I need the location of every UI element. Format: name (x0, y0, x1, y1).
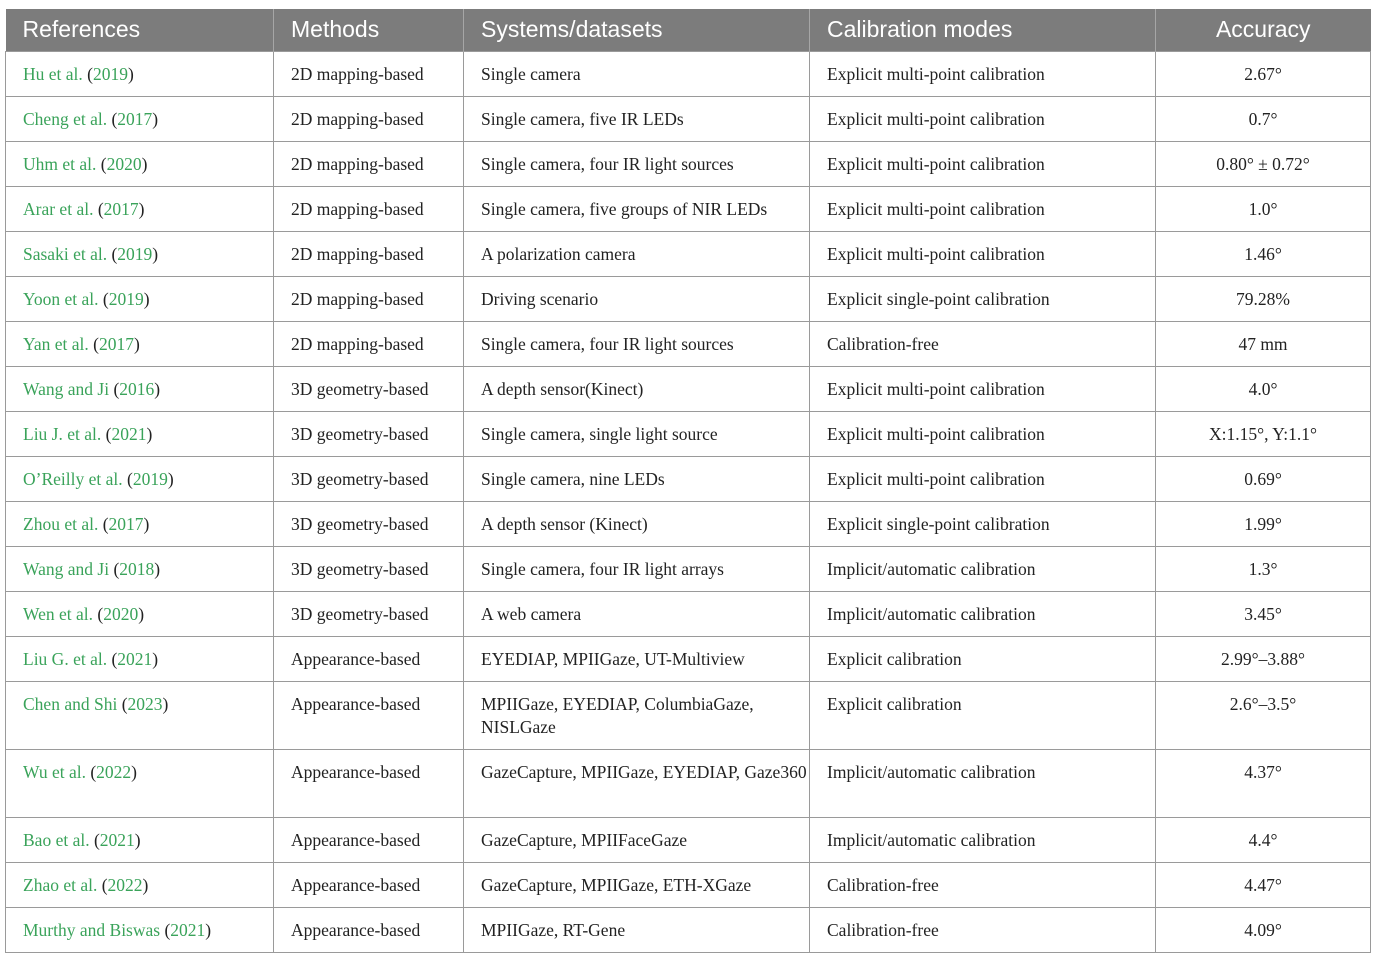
header-accuracy: Accuracy (1156, 9, 1371, 51)
accuracy-cell: 3.45° (1156, 591, 1371, 636)
reference-author-link[interactable]: Sasaki et al. (23, 243, 108, 264)
paren-close: ) (142, 874, 149, 895)
system-cell: Single camera, four IR light sources (464, 141, 810, 186)
paren-close: ) (152, 108, 159, 129)
table-row (6, 817, 1371, 862)
system-cell: Single camera, five IR LEDs (464, 96, 810, 141)
accuracy-cell: 0.80° ± 0.72° (1156, 141, 1371, 186)
calibration-cell: Explicit single-point calibration (810, 276, 1156, 321)
reference-cell (6, 546, 274, 591)
reference-cell (6, 321, 274, 366)
reference-year-link[interactable]: 2023 (127, 693, 163, 714)
system-cell: Single camera (464, 51, 810, 96)
reference-year-link[interactable]: 2017 (108, 513, 144, 534)
calibration-cell: Explicit multi-point calibration (810, 366, 1156, 411)
table-row (6, 141, 1371, 186)
system-cell: A web camera (464, 591, 810, 636)
paren-close: ) (154, 378, 161, 399)
reference-cell (6, 681, 274, 749)
method-cell: 2D mapping-based (274, 276, 464, 321)
calibration-cell: Explicit multi-point calibration (810, 411, 1156, 456)
paren-close: ) (141, 153, 148, 174)
system-cell: GazeCapture, MPIIGaze, ETH-XGaze (464, 862, 810, 907)
accuracy-cell: 1.99° (1156, 501, 1371, 546)
reference-cell (6, 366, 274, 411)
reference-year-link[interactable]: 2017 (117, 108, 153, 129)
paren-open: ( (89, 829, 100, 850)
reference-cell (6, 96, 274, 141)
paren-close: ) (143, 513, 150, 534)
accuracy-cell: 1.0° (1156, 186, 1371, 231)
table-row (6, 749, 1371, 817)
reference-author-link[interactable]: Chen and Shi (23, 693, 118, 714)
calibration-cell: Explicit multi-point calibration (810, 231, 1156, 276)
reference-year-link[interactable]: 2021 (111, 423, 147, 444)
method-cell: 2D mapping-based (274, 321, 464, 366)
header-references: References (6, 9, 274, 51)
accuracy-cell: 2.6°–3.5° (1156, 681, 1371, 749)
reference-cell (6, 411, 274, 456)
method-cell: 3D geometry-based (274, 366, 464, 411)
calibration-cell: Implicit/automatic calibration (810, 749, 1156, 817)
reference-year-link[interactable]: 2019 (108, 288, 144, 309)
reference-cell (6, 862, 274, 907)
calibration-cell: Implicit/automatic calibration (810, 817, 1156, 862)
reference-year-link[interactable]: 2020 (106, 153, 142, 174)
reference-author-link[interactable]: Liu J. et al. (23, 423, 102, 444)
accuracy-cell: 47 mm (1156, 321, 1371, 366)
system-cell: GazeCapture, MPIIFaceGaze (464, 817, 810, 862)
method-cell: Appearance-based (274, 749, 464, 817)
calibration-cell: Implicit/automatic calibration (810, 546, 1156, 591)
table-row (6, 546, 1371, 591)
paren-open: ( (93, 198, 104, 219)
method-cell: Appearance-based (274, 681, 464, 749)
reference-year-link[interactable]: 2020 (103, 603, 139, 624)
header-systems: Systems/datasets (464, 9, 810, 51)
paren-open: ( (96, 153, 107, 174)
paren-open: ( (109, 378, 120, 399)
table-row (6, 321, 1371, 366)
accuracy-cell: 4.09° (1156, 907, 1371, 952)
method-cell: 3D geometry-based (274, 456, 464, 501)
reference-author-link[interactable]: Wang and Ji (23, 558, 110, 579)
reference-cell (6, 231, 274, 276)
paren-open: ( (98, 513, 109, 534)
table-row (6, 276, 1371, 321)
reference-year-link[interactable]: 2021 (117, 648, 153, 669)
method-cell: 3D geometry-based (274, 411, 464, 456)
reference-author-link[interactable]: Arar et al. (23, 198, 94, 219)
table-row (6, 51, 1371, 96)
accuracy-cell: X:1.15°, Y:1.1° (1156, 411, 1371, 456)
paren-close: ) (162, 693, 169, 714)
table-row (6, 96, 1371, 141)
reference-year-link[interactable]: 2019 (132, 468, 168, 489)
reference-cell (6, 51, 274, 96)
reference-author-link[interactable]: Yoon et al. (23, 288, 99, 309)
reference-author-link[interactable]: Cheng et al. (23, 108, 108, 129)
paren-close: ) (205, 919, 212, 940)
calibration-cell: Explicit multi-point calibration (810, 456, 1156, 501)
reference-author-link[interactable]: Murthy and Biswas (23, 919, 161, 940)
paren-close: ) (154, 558, 161, 579)
method-cell: Appearance-based (274, 817, 464, 862)
reference-cell (6, 591, 274, 636)
system-cell: MPIIGaze, EYEDIAP, ColumbiaGaze, NISLGaze (464, 681, 810, 749)
reference-cell (6, 456, 274, 501)
paren-open: ( (85, 761, 97, 782)
paren-open: ( (107, 243, 118, 264)
method-cell: 3D geometry-based (274, 501, 464, 546)
comparison-table-container (5, 9, 1370, 953)
calibration-cell: Explicit single-point calibration (810, 501, 1156, 546)
system-cell: Single camera, four IR light sources (464, 321, 810, 366)
method-cell: 3D geometry-based (274, 591, 464, 636)
paren-close: ) (143, 288, 150, 309)
paren-close: ) (152, 243, 159, 264)
method-cell: Appearance-based (274, 636, 464, 681)
reference-author-link[interactable]: Yan et al. (23, 333, 89, 354)
system-cell: EYEDIAP, MPIIGaze, UT-Multiview (464, 636, 810, 681)
accuracy-cell: 0.69° (1156, 456, 1371, 501)
paren-open: ( (117, 693, 128, 714)
table-row (6, 636, 1371, 681)
reference-year-link[interactable]: 2019 (92, 63, 128, 84)
paren-open: ( (101, 423, 112, 444)
paren-close: ) (127, 63, 134, 84)
reference-year-link[interactable]: 2019 (117, 243, 153, 264)
reference-author-link[interactable]: Uhm et al. (23, 153, 97, 174)
paren-open: ( (122, 468, 133, 489)
table-body (6, 51, 1371, 952)
paren-open: ( (82, 63, 93, 84)
system-cell: A depth sensor(Kinect) (464, 366, 810, 411)
calibration-cell: Implicit/automatic calibration (810, 591, 1156, 636)
reference-author-link[interactable]: Wang and Ji (23, 378, 110, 399)
paren-close: ) (134, 333, 140, 354)
table-row (6, 456, 1371, 501)
reference-author-link[interactable]: Wu et al. (23, 761, 86, 782)
paren-close: ) (131, 761, 137, 782)
system-cell: A polarization camera (464, 231, 810, 276)
reference-year-link[interactable]: 2017 (99, 333, 134, 354)
system-cell: Single camera, four IR light arrays (464, 546, 810, 591)
paren-close: ) (152, 648, 159, 669)
accuracy-cell: 4.37° (1156, 749, 1371, 817)
system-cell: Single camera, five groups of NIR LEDs (464, 186, 810, 231)
paren-open: ( (88, 333, 99, 354)
calibration-cell: Explicit multi-point calibration (810, 51, 1156, 96)
accuracy-cell: 4.47° (1156, 862, 1371, 907)
reference-author-link[interactable]: Zhao et al. (23, 874, 98, 895)
accuracy-cell: 1.46° (1156, 231, 1371, 276)
reference-year-link[interactable]: 2022 (107, 874, 143, 895)
paren-close: ) (138, 198, 145, 219)
method-cell: 2D mapping-based (274, 141, 464, 186)
accuracy-cell: 4.0° (1156, 366, 1371, 411)
system-cell: Driving scenario (464, 276, 810, 321)
paren-close: ) (134, 829, 141, 850)
paren-close: ) (167, 468, 174, 489)
accuracy-cell: 2.99°–3.88° (1156, 636, 1371, 681)
reference-cell (6, 749, 274, 817)
table-row (6, 907, 1371, 952)
reference-cell (6, 817, 274, 862)
reference-cell (6, 141, 274, 186)
paren-open: ( (107, 108, 118, 129)
calibration-cell: Explicit calibration (810, 681, 1156, 749)
method-cell: 3D geometry-based (274, 546, 464, 591)
calibration-cell: Calibration-free (810, 907, 1156, 952)
reference-author-link[interactable]: Liu G. et al. (23, 648, 108, 669)
method-cell: 2D mapping-based (274, 231, 464, 276)
calibration-cell: Explicit calibration (810, 636, 1156, 681)
reference-year-link[interactable]: 2021 (99, 829, 135, 850)
method-cell: 2D mapping-based (274, 96, 464, 141)
calibration-cell: Calibration-free (810, 862, 1156, 907)
reference-author-link[interactable]: Hu et al. (23, 63, 83, 84)
reference-cell (6, 276, 274, 321)
reference-year-link[interactable]: 2022 (96, 761, 132, 782)
reference-author-link[interactable]: O’Reilly et al. (23, 468, 123, 489)
paren-close: ) (146, 423, 153, 444)
method-cell: Appearance-based (274, 907, 464, 952)
reference-year-link[interactable]: 2018 (119, 558, 155, 579)
gaze-estimation-comparison-table (5, 9, 1371, 953)
table-row (6, 591, 1371, 636)
calibration-cell: Calibration-free (810, 321, 1156, 366)
header-row (6, 9, 1371, 51)
system-cell: Single camera, single light source (464, 411, 810, 456)
method-cell: 2D mapping-based (274, 51, 464, 96)
table-row (6, 231, 1371, 276)
reference-author-link[interactable]: Wen et al. (23, 603, 94, 624)
header-calibration: Calibration modes (810, 9, 1156, 51)
table-row (6, 862, 1371, 907)
method-cell: Appearance-based (274, 862, 464, 907)
method-cell: 2D mapping-based (274, 186, 464, 231)
calibration-cell: Explicit multi-point calibration (810, 141, 1156, 186)
accuracy-cell: 2.67° (1156, 51, 1371, 96)
reference-cell (6, 501, 274, 546)
paren-open: ( (107, 648, 118, 669)
table-row (6, 366, 1371, 411)
paren-open: ( (109, 558, 120, 579)
table-row (6, 501, 1371, 546)
accuracy-cell: 4.4° (1156, 817, 1371, 862)
reference-cell (6, 636, 274, 681)
system-cell: Single camera, nine LEDs (464, 456, 810, 501)
system-cell: MPIIGaze, RT-Gene (464, 907, 810, 952)
accuracy-cell: 79.28% (1156, 276, 1371, 321)
reference-year-link[interactable]: 2016 (119, 378, 155, 399)
table-row (6, 186, 1371, 231)
paren-open: ( (160, 919, 171, 940)
reference-author-link[interactable]: Zhou et al. (23, 513, 99, 534)
reference-cell (6, 907, 274, 952)
reference-year-link[interactable]: 2017 (103, 198, 139, 219)
system-cell: A depth sensor (Kinect) (464, 501, 810, 546)
accuracy-cell: 0.7° (1156, 96, 1371, 141)
calibration-cell: Explicit multi-point calibration (810, 186, 1156, 231)
paren-open: ( (97, 874, 108, 895)
table-header (6, 9, 1371, 51)
system-cell: GazeCapture, MPIIGaze, EYEDIAP, Gaze360 (464, 749, 810, 817)
accuracy-cell: 1.3° (1156, 546, 1371, 591)
paren-open: ( (98, 288, 109, 309)
paren-close: ) (138, 603, 145, 624)
header-methods: Methods (274, 9, 464, 51)
table-row (6, 411, 1371, 456)
paren-open: ( (93, 603, 104, 624)
reference-cell (6, 186, 274, 231)
calibration-cell: Explicit multi-point calibration (810, 96, 1156, 141)
reference-year-link[interactable]: 2021 (170, 919, 206, 940)
reference-author-link[interactable]: Bao et al. (23, 829, 90, 850)
table-row (6, 681, 1371, 749)
